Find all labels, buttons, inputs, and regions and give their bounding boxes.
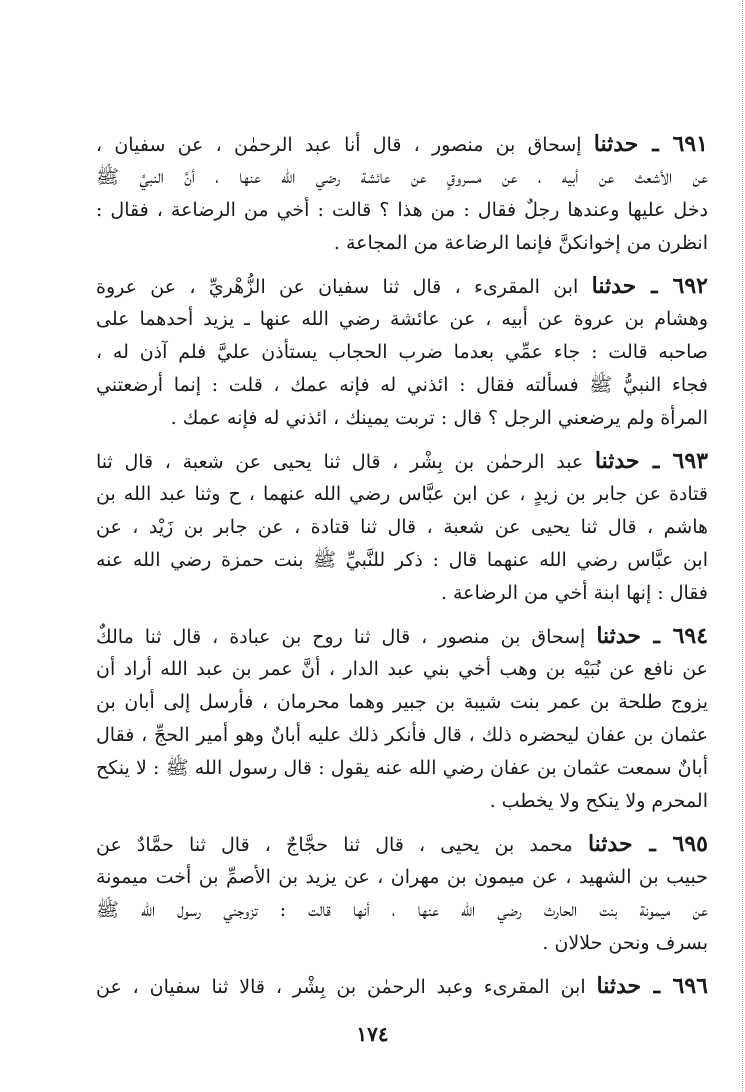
hadith-marker: حدثنا <box>596 623 641 649</box>
hadith-691 <box>96 128 708 260</box>
hadith-text-line: عن الأشعث عن أبيه ، عن مسروقٍ عن عائشة رضي الله عنها ، أنَّ النبيَّ ﷺ <box>96 166 708 188</box>
hadith-text-line: انظرن من إخوانكنَّ فإنما الرضاعة من المجاعة . <box>333 232 708 254</box>
hadith-text-line: محمد بن يحيى ، قال ثنا حجَّاجٌ ، قال ثنا حمَّادٌ عن <box>96 834 573 856</box>
hadith-number: ٦٩٣ <box>672 448 708 474</box>
hadith-695 <box>96 828 708 960</box>
hadith-694 <box>96 620 708 818</box>
hadith-number: ٦٩٢ <box>672 273 708 299</box>
hadith-text-line: المرأة ولم يرضعني الرجل ؟ قال : تربت يمينك ، ائذني له فإنه عمك . <box>170 407 708 429</box>
hadith-marker: حدثنا <box>587 831 633 857</box>
hadith-number: ٦٩٥ <box>672 831 708 857</box>
hadith-text-line: صاحبه قالت : جاء عمِّي بعدما ضرب الحجاب يستأذن عليَّ فلم آذن له ، <box>96 341 708 363</box>
hadith-692 <box>96 270 708 435</box>
hadith-number: ٦٩٦ <box>672 973 708 999</box>
hadith-first-line: ٦٩٢ ـ حدثنا ابن المقرىء ، قال ثنا سفيان عن الزُّهْريِّ ، عن عروة <box>96 273 708 299</box>
hadith-text-line: حبيب بن الشهيد ، عن ميمون بن مهران ، عن يزيد بن الأصمِّ بن أخت ميمونة <box>96 866 708 888</box>
hadith-marker: حدثنا <box>594 448 640 474</box>
hadith-text-line: عن ميمونة بنت الحارث رضي الله عنها ، أنها قالت : تزوجني رسول الله ﷺ <box>96 899 708 921</box>
hadith-marker: حدثنا <box>591 273 637 299</box>
hadith-text-line: هاشم ، قال ثنا يحيى عن شعبة ، قال ثنا قتادة ، عن جابر بن زَيْد ، عن <box>96 516 708 538</box>
hadith-text-line: إسحاق بن منصور ، قال أنا عبد الرحمٰن ، عن سفيان ، <box>96 134 582 156</box>
hadith-text-line: ابن المقرىء وعبد الرحمٰن بن بِشْر ، قالا ثنا سفيان ، عن <box>96 976 586 998</box>
hadith-marker: حدثنا <box>593 131 639 157</box>
hadith-text-line: ابن المقرىء ، قال ثنا سفيان عن الزُّهْريِّ ، عن عروة <box>96 276 579 298</box>
hadith-number: ٦٩١ <box>672 131 708 157</box>
hadith-number: ٦٩٤ <box>672 623 708 649</box>
hadith-text-line: دخل عليها وعندها رجلٌ فقال : من هذا ؟ قالت : أخي من الرضاعة ، فقال : <box>96 199 708 221</box>
hadith-text-line: بسرف ونحن حلالان . <box>542 932 708 954</box>
hadith-text-line: عثمان بن عفان ليحضره ذلك ، قال فأنكر ذلك عليه أبانٌ وهو أمير الحجِّ ، فقال <box>96 724 708 746</box>
hadith-696 <box>96 970 708 1003</box>
hadith-text-line: عبد الرحمٰن بن بِشْر ، قال ثنا يحيى عن شعبة ، قال ثنا <box>96 451 584 473</box>
page-edge-line <box>742 0 744 1092</box>
hadith-text-line: يزوج طلحة بن عمر بنت شيبة بن جبير وهما محرمان ، فأرسل إلى أبان بن <box>96 691 708 713</box>
hadith-text-line: المحرم ولا ينكح ولا يخطب . <box>489 790 708 812</box>
hadith-text-line: قتادة عن جابر بن زيدٍ ، عن ابن عبَّاس رضي الله عنهما ، ح وثنا عبد الله بن <box>96 483 708 505</box>
hadith-text-line: إسحاق بن منصور ، قال ثنا روح بن عبادة ، قال ثنا مالكٌ <box>96 626 586 648</box>
hadith-text-line: أبانٌ سمعت عثمان بن عفان رضي الله عنه يقول : قال رسول الله ﷺ : لا ينكح <box>96 757 708 779</box>
hadith-first-line: ٦٩٦ ـ حدثنا ابن المقرىء وعبد الرحمٰن بن بِشْر ، قالا ثنا سفيان ، عن <box>96 973 708 999</box>
hadith-first-line: ٦٩١ ـ حدثنا إسحاق بن منصور ، قال أنا عبد الرحمٰن ، عن سفيان ، <box>96 131 708 157</box>
hadith-text-line: ابن عبَّاس رضي الله عنهما قال : ذكر للنَّبيِّ ﷺ بنت حمزة رضي الله عنه <box>96 549 708 571</box>
hadith-marker: حدثنا <box>596 973 642 999</box>
hadith-first-line: ٦٩٣ ـ حدثنا عبد الرحمٰن بن بِشْر ، قال ثنا يحيى عن شعبة ، قال ثنا <box>96 448 708 474</box>
hadith-text-line: فجاء النبيُّ ﷺ فسألته فقال : ائذني له فإنه عمك ، قلت : إنما أرضعتني <box>96 374 708 396</box>
hadith-text-line: فقال : إنها ابنة أخي من الرضاعة . <box>440 582 708 604</box>
hadith-693 <box>96 445 708 610</box>
hadith-text-line: وهشام بن عروة عن أبيه ، عن عائشة رضي الله عنها ـ يزيد أحدهما على <box>96 308 708 330</box>
hadith-first-line: ٦٩٤ ـ حدثنا إسحاق بن منصور ، قال ثنا روح بن عبادة ، قال ثنا مالكٌ <box>96 623 708 649</box>
page-number: ١٧٤ <box>356 1022 389 1046</box>
hadith-text-line: عن نافع عن نُبَيْه بن وهب أخي بني عبد الدار ، أنَّ عمر بن عبد الله أراد أن <box>96 658 708 680</box>
book-page <box>96 128 708 999</box>
hadith-first-line: ٦٩٥ ـ حدثنا محمد بن يحيى ، قال ثنا حجَّاجٌ ، قال ثنا حمَّادٌ عن <box>96 831 708 857</box>
